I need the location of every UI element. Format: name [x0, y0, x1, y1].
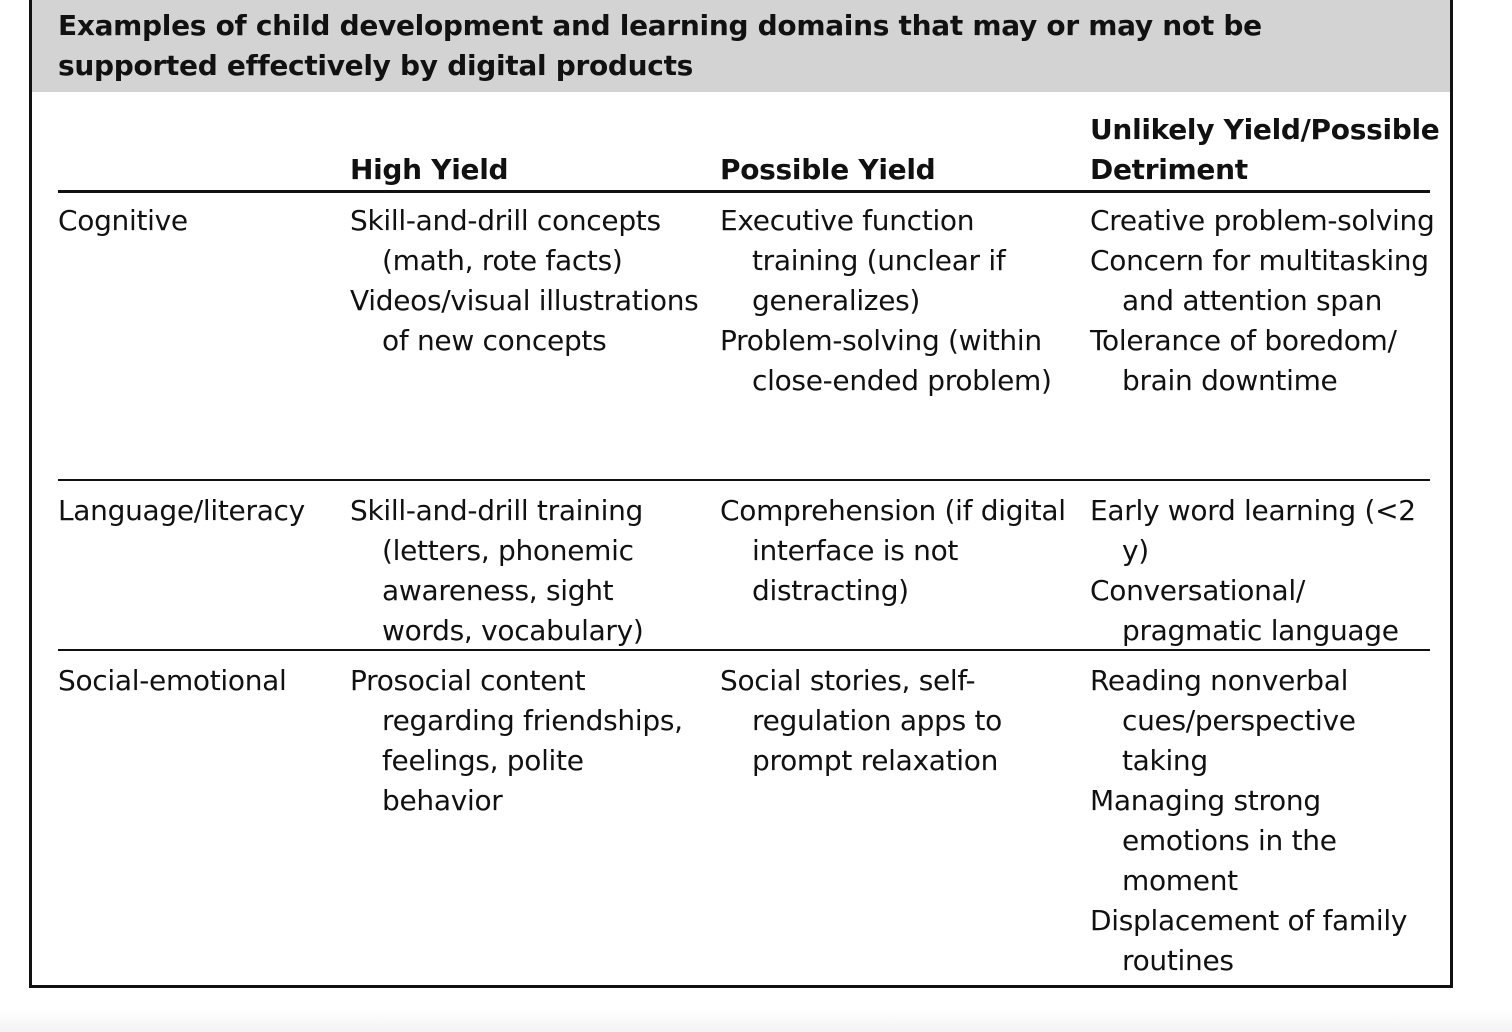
list-item: Skill-and-drill training (letters, phonemic awareness, sight words, vocabulary) — [350, 494, 644, 647]
domain-label: Social-emotional — [58, 664, 287, 697]
table-title-bar — [32, 0, 1450, 92]
list-item: Conversational/ pragmatic language — [1090, 574, 1399, 647]
list-item: Comprehension (if digital interface is not distracting) — [720, 494, 1066, 607]
unlikely-yield-cell — [1090, 661, 1440, 981]
header-rule — [58, 190, 1430, 193]
header-unlikely-yield: Unlikely Yield/Possible Detriment — [1090, 113, 1440, 186]
high-yield-cell — [350, 201, 700, 361]
header-high-yield: High Yield — [350, 153, 509, 186]
page-edge — [0, 1010, 1512, 1032]
list-item: Reading nonverbal cues/perspective taking — [1090, 664, 1356, 777]
row-divider — [58, 649, 1430, 651]
list-item: Skill-and-drill concepts (math, rote facts) — [350, 204, 661, 277]
possible-yield-cell — [720, 661, 1068, 781]
domain-label: Language/literacy — [58, 494, 305, 527]
possible-yield-cell — [720, 491, 1068, 611]
list-item: Prosocial content regarding friendships, feelings, polite behavior — [350, 664, 683, 817]
list-item: Creative problem-solving — [1090, 204, 1435, 237]
list-item: Executive function training (unclear if generalizes) — [720, 204, 1006, 317]
header-possible-yield: Possible Yield — [720, 153, 936, 186]
unlikely-yield-cell — [1090, 491, 1440, 651]
table-title: Examples of child development and learning domains that may or may not be supported effectively by digital products — [58, 9, 1262, 82]
high-yield-cell — [350, 661, 700, 821]
list-item: Social stories, self-regulation apps to prompt relaxation — [720, 664, 1003, 777]
list-item: Displacement of family routines — [1090, 904, 1408, 977]
high-yield-cell — [350, 491, 700, 651]
list-item: Problem-solving (within close-ended problem) — [720, 324, 1052, 397]
unlikely-yield-cell — [1090, 201, 1440, 401]
row-divider — [58, 479, 1430, 481]
list-item: Early word learning (<2 y) — [1090, 494, 1416, 567]
list-item: Tolerance of boredom/ brain downtime — [1090, 324, 1397, 397]
table-header-row — [32, 110, 1450, 190]
list-item: Managing strong emotions in the moment — [1090, 784, 1337, 897]
list-item: Concern for multitasking and attention span — [1090, 244, 1429, 317]
table-frame — [29, 0, 1453, 988]
domain-label: Cognitive — [58, 204, 188, 237]
list-item: Videos/visual illustrations of new concepts — [350, 284, 699, 357]
possible-yield-cell — [720, 201, 1068, 401]
